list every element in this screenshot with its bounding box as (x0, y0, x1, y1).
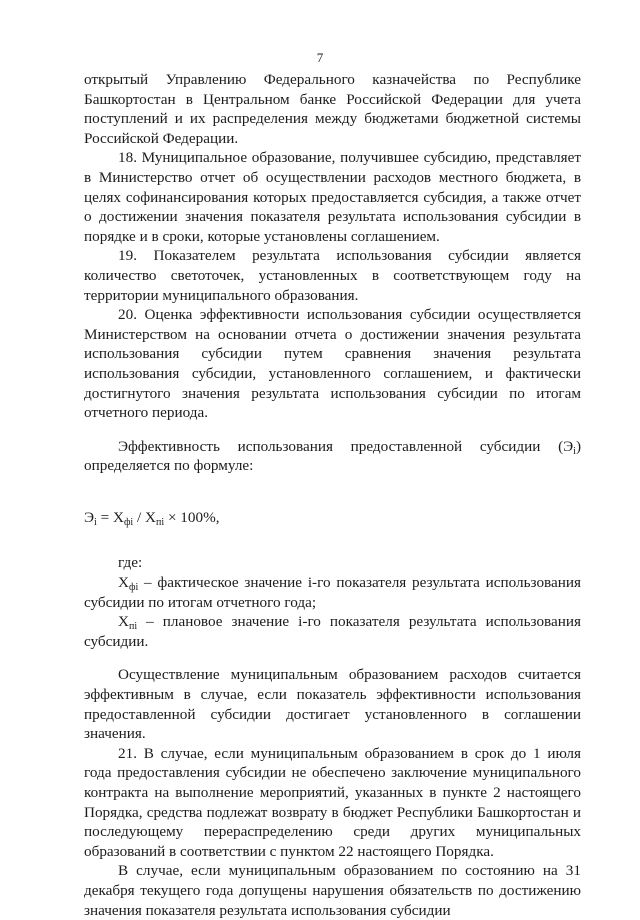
def-plan-text: – плановое значение i-го показателя результата использования субсидии. (84, 613, 581, 650)
efficiency-criterion: Осуществление муниципальным образованием расходов считается эффективным в случае, если показатель эффективности использования предоставленной субсидии достигает установленного в соглашении значения. (84, 666, 581, 743)
formula-plan-subscript: пi (156, 516, 165, 528)
formula-x-plan: / X (133, 508, 156, 526)
efficiency-definition (84, 437, 581, 476)
formula-e-subscript: i (94, 516, 97, 528)
paragraph-21: 21. В случае, если муниципальным образованием в срок до 1 июля года предоставления субсидии не обеспечено заключение муниципального контракта на выполнение мероприятий, указанных в пункте 2 настоящего Порядка, средства подлежат возврату в бюджет Республики Башкортостан и последующему перераспределению среди других муниципальных образований в соответствии с пунктом 22 настоящего Порядка. (84, 744, 581, 860)
def-plan-subscript: пi (128, 621, 138, 633)
formula-e: Э (84, 508, 95, 526)
efficiency-text-a: Эффективность использования предоставленной субсидии (Э (118, 437, 574, 455)
where-label: где: (118, 554, 143, 572)
formula-tail: × 100%, (164, 508, 220, 526)
paragraph-continuation: открытый Управлению Федерального казначейства по Республике Башкортостан в Центральном банке Российской Федерации для учета поступлений и их распределения между бюджетами бюджетной системы Российской Федерации. (84, 71, 581, 147)
paragraph-19: 19. Показателем результата использования субсидии является количество светоточек, установленных в соответствующем году на территории муниципального образования. (84, 247, 581, 304)
paragraph-violation: В случае, если муниципальным образованием по состоянию на 31 декабря текущего года допущены нарушения обязательств по достижению значения показателя результата использования субсидии (84, 862, 581, 919)
formula-fact-subscript: фi (123, 516, 134, 528)
formula-x-fact: = X (96, 508, 124, 526)
efficiency-text-b: ) определяется по формуле: (84, 437, 581, 475)
def-plan-x: X (118, 613, 129, 631)
def-fact-x: X (118, 574, 129, 592)
efficiency-subscript: i (573, 445, 576, 457)
page-number: 7 (316, 50, 324, 65)
paragraph-20: 20. Оценка эффективности использования субсидии осуществляется Министерством на основании отчета о достижении значения результата использования субсидии путем сравнения значения результата использования субсидии, установленного соглашением, и фактически достигнутого значения результата использования субсидии по итогам отчетного периода. (84, 306, 581, 422)
document-body (84, 70, 581, 920)
efficiency-formula (84, 508, 581, 528)
paragraph-18: 18. Муниципальное образование, получившее субсидию, представляет в Министерство отчет об осуществлении расходов местного бюджета, в целях софинансирования которых предоставляется субсидия, а также отчет о достижении значения показателя результата использования субсидии в порядке и в сроки, которые установлены соглашением. (84, 149, 581, 245)
definition-plan (84, 612, 581, 651)
def-fact-text: – фактическое значение i-го показателя результата использования субсидии по итогам отчетного года; (84, 574, 581, 611)
def-fact-subscript: фi (128, 582, 139, 594)
definition-fact (84, 573, 581, 612)
